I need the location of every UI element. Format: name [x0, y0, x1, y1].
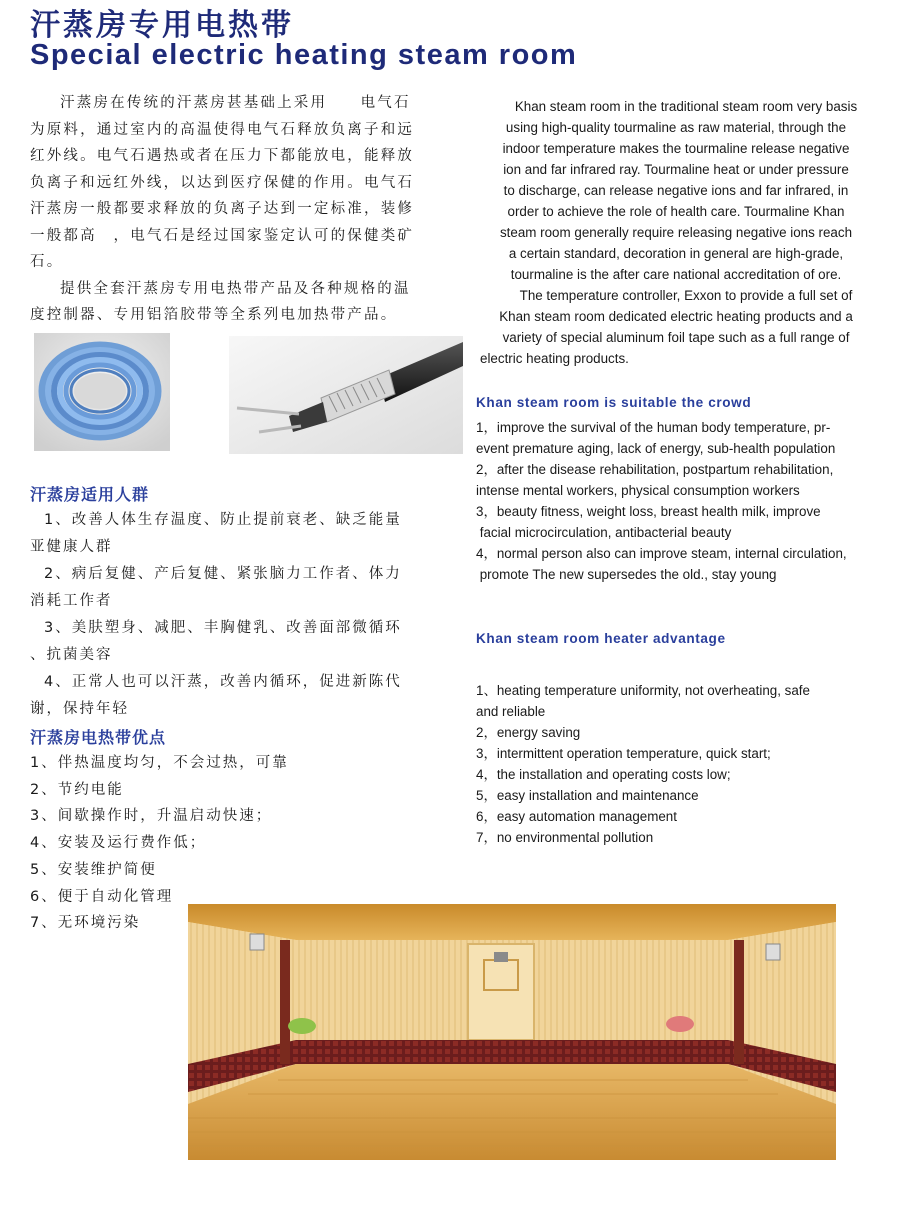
list-item — [30, 669, 440, 723]
list-item: 4，the installation and operating costs low; — [476, 767, 731, 782]
list-item-line: 、抗菌美容 — [30, 647, 113, 663]
list-item: 1、伴热温度均匀，不会过热，可靠 — [30, 755, 289, 771]
page-title-cn: 汗蒸房专用电热带 — [30, 8, 294, 43]
intro-cn-line: 石。 — [30, 254, 64, 270]
list-item-line: 2、病后复健、产后复健、紧张脑力工作者、体力 — [44, 566, 402, 582]
list-item — [30, 615, 440, 669]
list-item: facial microcirculation, antibacterial beauty — [476, 525, 732, 540]
intro-cn — [30, 90, 440, 329]
list-item: 3，intermittent operation temperature, quick start; — [476, 746, 771, 761]
list-item: event premature aging, lack of energy, sub-health population — [476, 441, 836, 456]
intro-en-line: steam room generally require releasing negative ions reach — [499, 225, 853, 240]
intro-cn-line: 为原料，通过室内的高温使得电气石释放负离子和远 — [30, 121, 415, 138]
heating-cable-closeup-image — [229, 336, 463, 454]
cable-coil-photo — [34, 333, 170, 451]
intro-cn-line: 负离子和远红外线，以达到医疗保健的作用。电气石 — [30, 174, 415, 191]
intro-en-line: electric heating products. — [480, 351, 629, 366]
list-item-line: 消耗工作者 — [30, 593, 113, 609]
intro-en — [476, 96, 876, 369]
intro-cn-line: 汗蒸房一般都要求释放的负离子达到一定标准，装修 — [30, 201, 415, 217]
list-item: 2，energy saving — [476, 725, 581, 740]
list-item: 3、间歇操作时，升温启动快速； — [30, 808, 273, 825]
list-item-line: 4、正常人也可以汗蒸，改善内循环，促进新陈代 — [44, 674, 402, 690]
crowd-cn-heading: 汗蒸房适用人群 — [30, 485, 150, 504]
list-item: 7、无环境污染 — [30, 915, 141, 932]
list-item-line: 亚健康人群 — [30, 539, 113, 555]
list-item: and reliable — [476, 704, 546, 719]
list-item: 2，after the disease rehabilitation, postpartum rehabilitation, — [476, 462, 834, 477]
list-item-line: 1、改善人体生存温度、防止提前衰老、缺乏能量 — [44, 512, 402, 528]
intro-en-line: Khan steam room dedicated electric heating products and a — [499, 309, 853, 324]
list-item: 1、heating temperature uniformity, not overheating, safe — [476, 683, 810, 698]
intro-en-line: ion and far infrared ray. Tourmaline heat or under pressure — [503, 162, 849, 177]
crowd-en-heading: Khan steam room is suitable the crowd — [476, 395, 752, 410]
list-item: promote The new supersedes the old., stay young — [476, 567, 777, 582]
intro-en-line: order to achieve the role of health care. Tourmaline Khan — [507, 204, 845, 219]
steam-room-interior-image — [188, 904, 836, 1160]
intro-en-line: The temperature controller, Exxon to provide a full set of — [519, 288, 853, 303]
list-item — [30, 507, 440, 561]
list-item: 2、节约电能 — [30, 781, 124, 798]
cable-closeup-photo — [229, 336, 463, 454]
intro-en-line: using high-quality tourmaline as raw material, through the — [505, 120, 847, 135]
intro-en-line: a certain standard, decoration in general are high-grade, — [508, 246, 844, 261]
intro-cn-line: 汗蒸房在传统的汗蒸房甚基础上采用 电气石 — [60, 95, 411, 111]
list-item: 5，easy installation and maintenance — [476, 788, 699, 803]
intro-en-line: to discharge, can release negative ions and far infrared, in — [503, 183, 849, 198]
advantage-en-list — [476, 680, 876, 848]
list-item: 3，beauty fitness, weight loss, breast health milk, improve — [476, 504, 821, 519]
list-item: 4、安装及运行费作低； — [30, 835, 207, 852]
crowd-cn-list — [30, 507, 440, 723]
intro-en-line: indoor temperature makes the tourmaline release negative — [502, 141, 850, 156]
list-item: 1，improve the survival of the human body temperature, pr- — [476, 420, 831, 435]
intro-cn-line: 红外线。电气石遇热或者在压力下都能放电，能释放 — [30, 148, 415, 164]
advantage-cn-heading: 汗蒸房电热带优点 — [30, 728, 167, 747]
intro-cn-line: 度控制器、专用铝箔胶带等全系列电加热带产品。 — [30, 307, 398, 323]
blue-cable-coil-image — [34, 333, 170, 451]
intro-en-line: Khan steam room in the traditional steam room very basis — [514, 99, 858, 114]
list-item: 6，easy automation management — [476, 809, 677, 824]
intro-cn-line: 提供全套汗蒸房专用电热带产品及各种规格的温 — [60, 280, 411, 297]
advantage-en-heading: Khan steam room heater advantage — [476, 631, 726, 646]
list-item: 5、安装维护简便 — [30, 861, 157, 878]
intro-en-line: variety of special aluminum foil tape such as a full range of — [502, 330, 850, 345]
intro-en-line: tourmaline is the after care national accreditation of ore. — [510, 267, 842, 282]
crowd-en-list — [476, 417, 876, 585]
list-item: intense mental workers, physical consumption workers — [476, 483, 800, 498]
list-item-line: 谢，保持年轻 — [30, 701, 129, 717]
list-item: 4，normal person also can improve steam, internal circulation, — [476, 546, 847, 561]
list-item: 6、便于自动化管理 — [30, 888, 174, 905]
page-title-en: Special electric heating steam room — [30, 39, 578, 71]
list-item-line: 3、美肤塑身、减肥、丰胸健乳、改善面部微循环 — [44, 620, 402, 636]
intro-cn-line: 一般都高 ，电气石是经过国家鉴定认可的保健类矿 — [30, 227, 415, 244]
list-item: 7，no environmental pollution — [476, 830, 654, 845]
list-item — [30, 561, 440, 615]
steam-room-photo — [188, 904, 836, 1160]
